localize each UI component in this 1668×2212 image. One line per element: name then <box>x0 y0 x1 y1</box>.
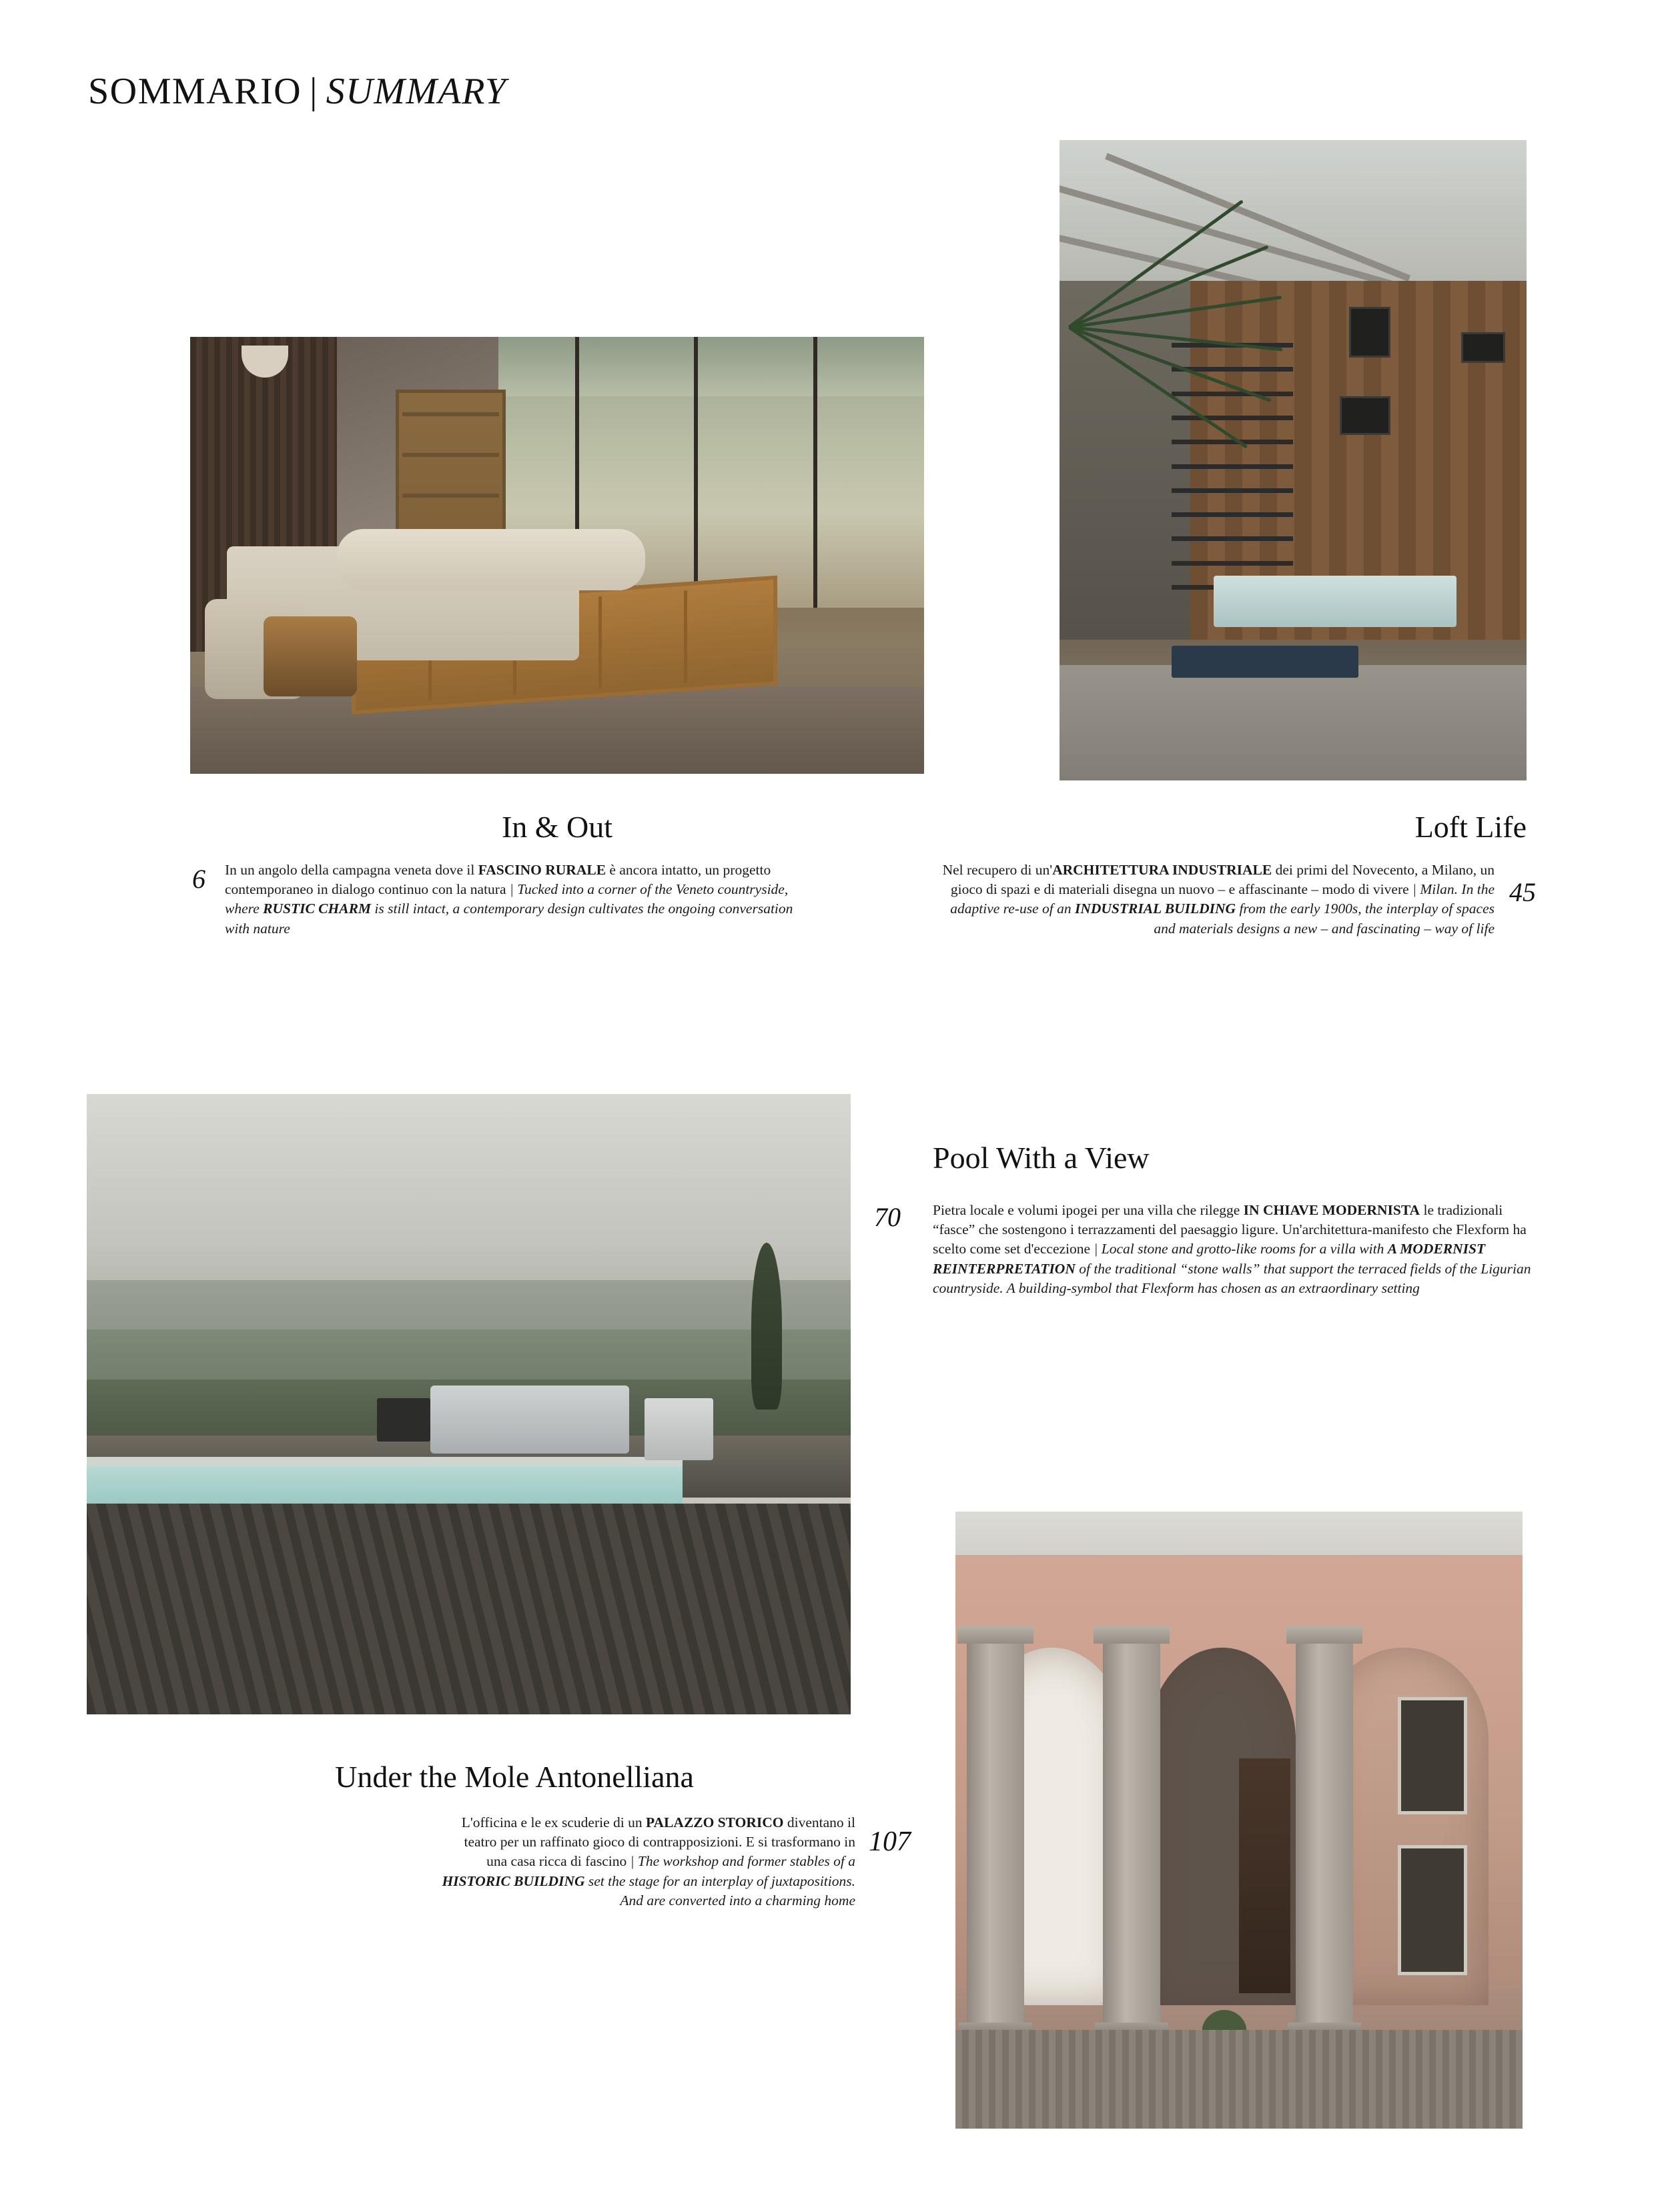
article-blurb-loft-life: Nel recupero di un'ARCHITETTURA INDUSTRIALE dei primi del Novecento, a Milano, un gioco di spazi e di materiali disegna un nuovo – e affascinante – modo di vivere | Milan. In the adaptive re-use of an INDUSTRIAL BUILDING from the early 1900s, the interplay of spaces and materials designs a new – and fascinating – way of life <box>942 862 1495 937</box>
courtyard-colonnade-photo <box>955 1512 1523 2129</box>
page-number-pool-with-a-view: 70 <box>874 1202 901 1232</box>
article-title-pool-with-a-view: Pool With a View <box>933 1141 1150 1175</box>
article-blurb-under-the-mole-antonelliana: L'officina e le ex scuderie di un PALAZZO STORICO diventano il teatro per un raffinato gioco di contrapposizioni. E si trasformano in una casa ricca di fascino | The workshop and former stables of a HISTORIC BUILDING set the stage for an interplay of juxtapositions. And are converted into a charming home <box>442 1814 855 1908</box>
masthead-english: SUMMARY <box>326 71 507 112</box>
infinity-pool-photo <box>87 1094 851 1714</box>
loft-interior-photo-art <box>1060 140 1527 780</box>
page-number-loft-life: 45 <box>1509 877 1536 907</box>
page-number-under-the-mole-antonelliana: 107 <box>869 1826 911 1857</box>
masthead-italian: SOMMARIO <box>88 71 302 112</box>
courtyard-colonnade-photo-art <box>955 1512 1523 2129</box>
article-title-loft-life: Loft Life <box>1414 810 1527 844</box>
page-number-in-and-out: 6 <box>192 864 205 894</box>
living-room-photo-art <box>190 337 924 774</box>
article-title-under-the-mole-antonelliana: Under the Mole Antonelliana <box>335 1760 694 1794</box>
masthead-separator: | <box>310 71 318 112</box>
living-room-photo <box>190 337 924 774</box>
loft-interior-photo <box>1060 140 1527 780</box>
article-blurb-in-and-out: In un angolo della campagna veneta dove il FASCINO RURALE è ancora intatto, un progetto contemporaneo in dialogo continuo con la natura | Tucked into a corner of the Veneto countryside, where RUSTIC CHARM is still intact, a contemporary design cultivates the ongoing conversation with nature <box>225 862 793 937</box>
infinity-pool-photo-art <box>87 1094 851 1714</box>
article-title-in-and-out: In & Out <box>501 810 613 844</box>
article-blurb-pool-with-a-view: Pietra locale e volumi ipogei per una villa che rilegge IN CHIAVE MODERNISTA le tradizionali “fasce” che sostengono i terrazzamenti del paesaggio ligure. Un'architettura-manifesto che Flexform ha scelto come set d'eccezione | Local stone and grotto-like rooms for a villa with A MODERNIST REINTERPRETATION of the traditional “stone walls” that support the terraced fields of the Ligurian countryside. A building-symbol that Flexform has chosen as an extraordinary setting <box>933 1202 1531 1296</box>
page-title <box>88 70 507 113</box>
